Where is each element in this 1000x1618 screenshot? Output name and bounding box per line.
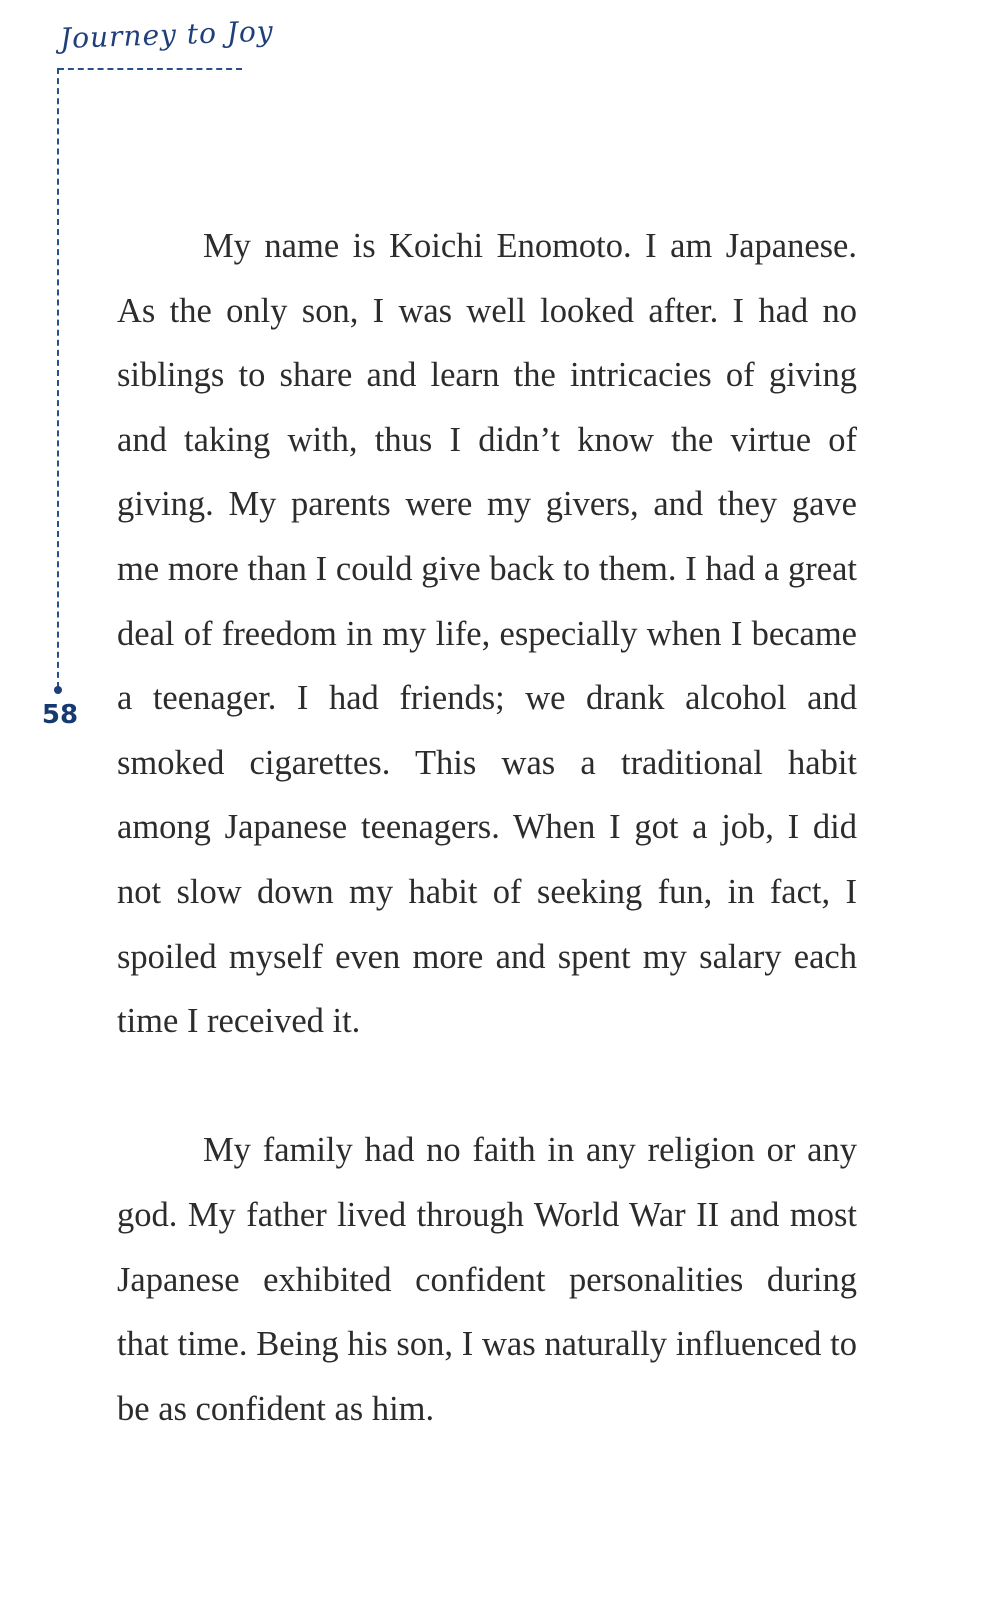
paragraph-2: My family had no faith in any religion or any god. My father lived through World War II and most Japanese exhibited confident personalities during that time. Being his son, I was naturally influenced to be as confident as him. <box>117 1131 857 1428</box>
guide-line-vertical <box>57 68 59 688</box>
body-text <box>117 214 857 1441</box>
paragraph-1: My name is Koichi Enomoto. I am Japanese. As the only son, I was well looked after. I had no siblings to share and learn the intricacies of giving and taking with, thus I didn’t know the virtue of giving. My parents were my givers, and they gave me more than I could give back to them. I had a great deal of freedom in my life, especially when I became a teenager. I had friends; we drank alcohol and smoked cigarettes. This was a traditional habit among Japanese teenagers. When I got a job, I did not slow down my habit of seeking fun, in fact, I spoiled myself even more and spent my salary each time I received it. <box>117 227 857 1041</box>
page-number: 58 <box>41 700 79 730</box>
guide-dot <box>54 686 62 694</box>
guide-line-horizontal <box>58 68 242 70</box>
running-head: Journey to Joy <box>59 14 275 55</box>
